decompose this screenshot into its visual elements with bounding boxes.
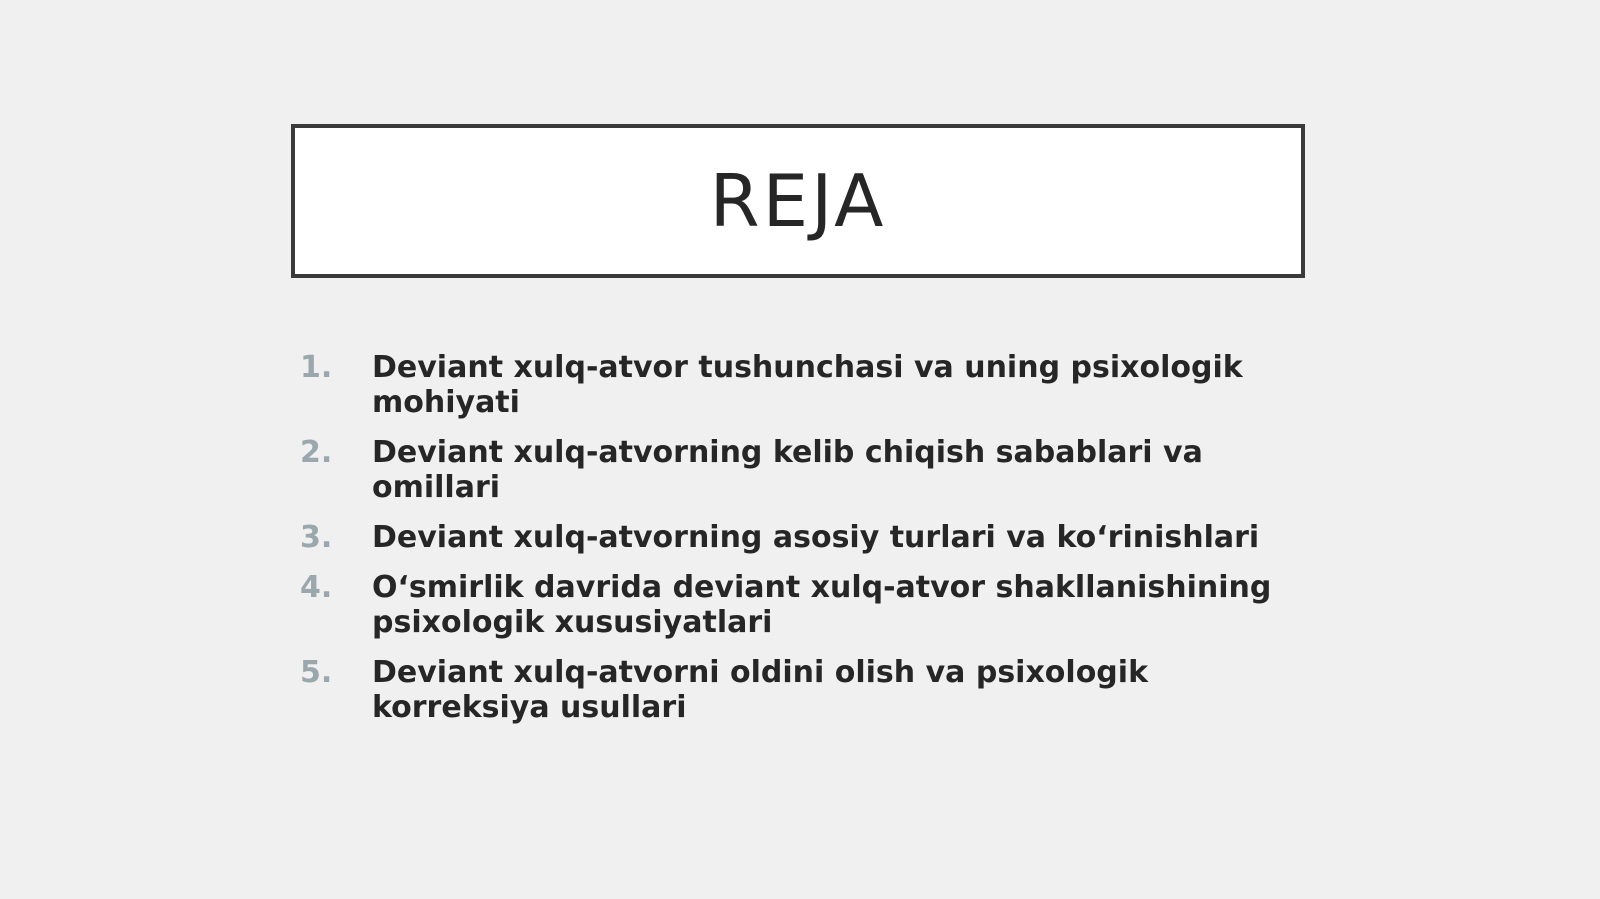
item-number: 4.	[300, 570, 333, 605]
item-text: Deviant xulq-atvorni oldini olish va psixologik korreksiya usullari	[372, 655, 1149, 725]
item-text: O‘smirlik davrida deviant xulq-atvor shakllanishining psixologik xususiyatlari	[372, 570, 1272, 640]
item-number: 2.	[300, 435, 333, 470]
plan-list	[300, 350, 1280, 740]
item-text: Deviant xulq-atvor tushunchasi va uning psixologik mohiyati	[372, 350, 1243, 420]
item-text: Deviant xulq-atvorning kelib chiqish sabablari va omillari	[372, 435, 1203, 505]
list-item	[300, 655, 1280, 725]
item-number: 5.	[300, 655, 333, 690]
item-text: Deviant xulq-atvorning asosiy turlari va ko‘rinishlari	[372, 520, 1260, 555]
list-item	[300, 570, 1280, 640]
item-number: 3.	[300, 520, 333, 555]
slide-title: REJA	[709, 159, 887, 243]
list-item	[300, 435, 1280, 505]
item-number: 1.	[300, 350, 333, 385]
list-item	[300, 520, 1280, 555]
list-item	[300, 350, 1280, 420]
title-box	[291, 124, 1305, 278]
